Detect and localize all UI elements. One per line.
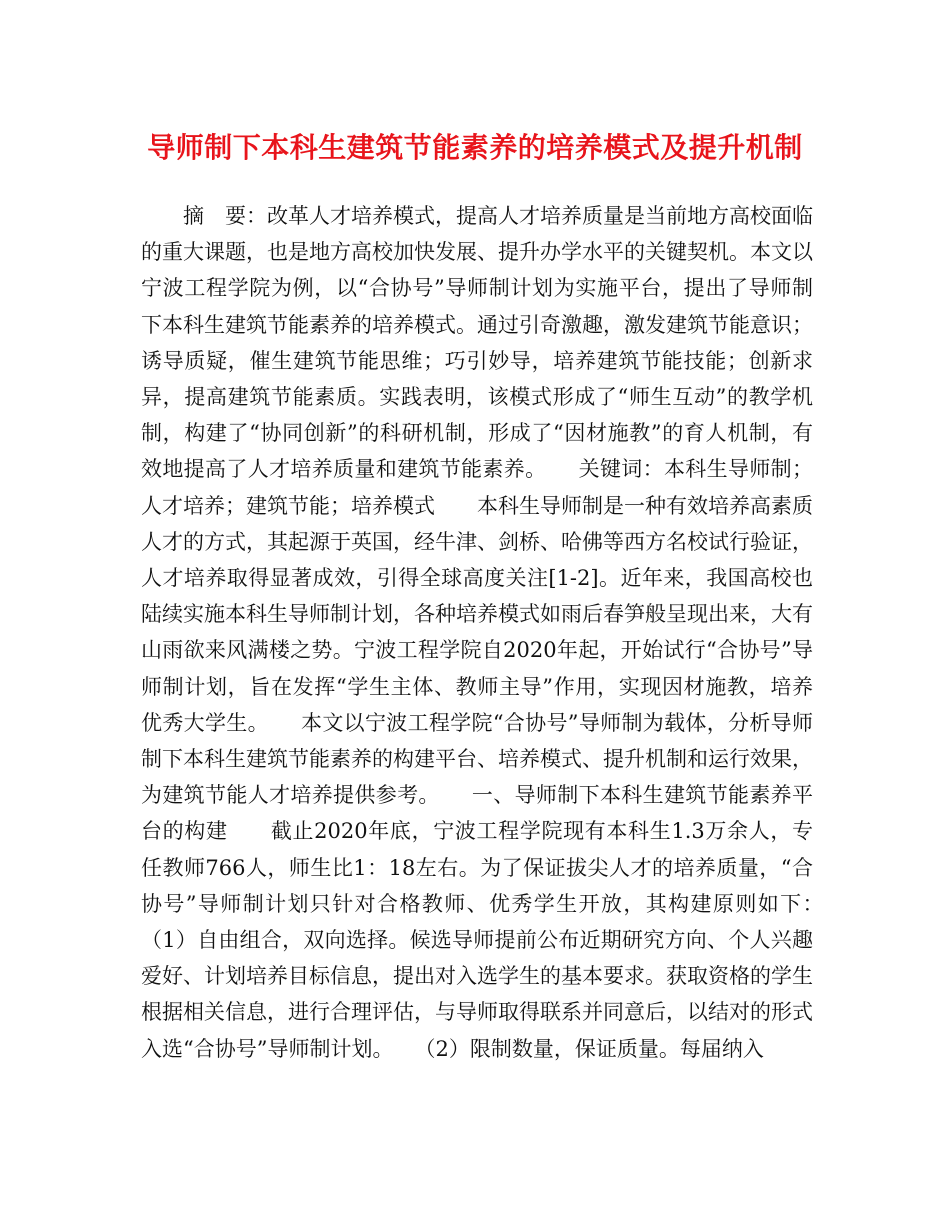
document-title: 导师制下本科生建筑节能素养的培养模式及提升机制 — [147, 131, 803, 164]
document-body-text: 摘 要：改革人才培养模式，提高人才培养质量是当前地方高校面临的重大课题，也是地方高校加快发展、提升办学水平的关键契机。本文以宁波工程学院为例，以“合协号”导师制计划为实施平台，提出了导师制下本科生建筑节能素养的培养模式。通过引奇激趣，激发建筑节能意识；诱导质疑，催生建筑节能思维；巧引妙导，培养建筑节能技能；创新求异，提高建筑节能素质。实践表明，该模式形成了“师生互动”的教学机制，构建了“协同创新”的科研机制，形成了“因材施教”的育人机制，有效地提高了人才培养质量和建筑节能素养。 关键词：本科生导师制；人才培养；建筑节能；培养模式 本科生导师制是一种有效培养高素质人才的方式，其起源于英国，经牛津、剑桥、哈佛等西方名校试行验证，人才培养取得显著成效，引得全球高度关注[1-2]。近年来，我国高校也陆续实施本科生导师制计划，各种培养模式如雨后春笋般呈现出来，大有山雨欲来风满楼之势。宁波工程学院自2020年起，开始试行“合协号”导师制计划，旨在发挥“学生主体、教师主导”作用，实现因材施教，培养优秀大学生。 本文以宁波工程学院“合协号”导师制为载体，分析导师制下本科生建筑节能素养的构建平台、培养模式、提升机制和运行效果，为建筑节能人才培养提供参考。 一、导师制下本科生建筑节能素养平台的构建 截止2020年底，宁波工程学院现有本科生1.3万余人，专任教师766人，师生比1：18左右。为了保证拔尖人才的培养质量，“合协号”导师制计划只针对合格教师、优秀学生开放，其构建原则如下： （1）自由组合，双向选择。候选导师提前公布近期研究方向、个人兴趣爱好、计划培养目标信息，提出对入选学生的基本要求。获取资格的学生根据相关信息，进行合理评估，与导师取得联系并同意后，以结对的形式入选“合协号”导师制计划。 （2）限制数量，保证质量。每届纳入 — [141, 204, 855, 1061]
